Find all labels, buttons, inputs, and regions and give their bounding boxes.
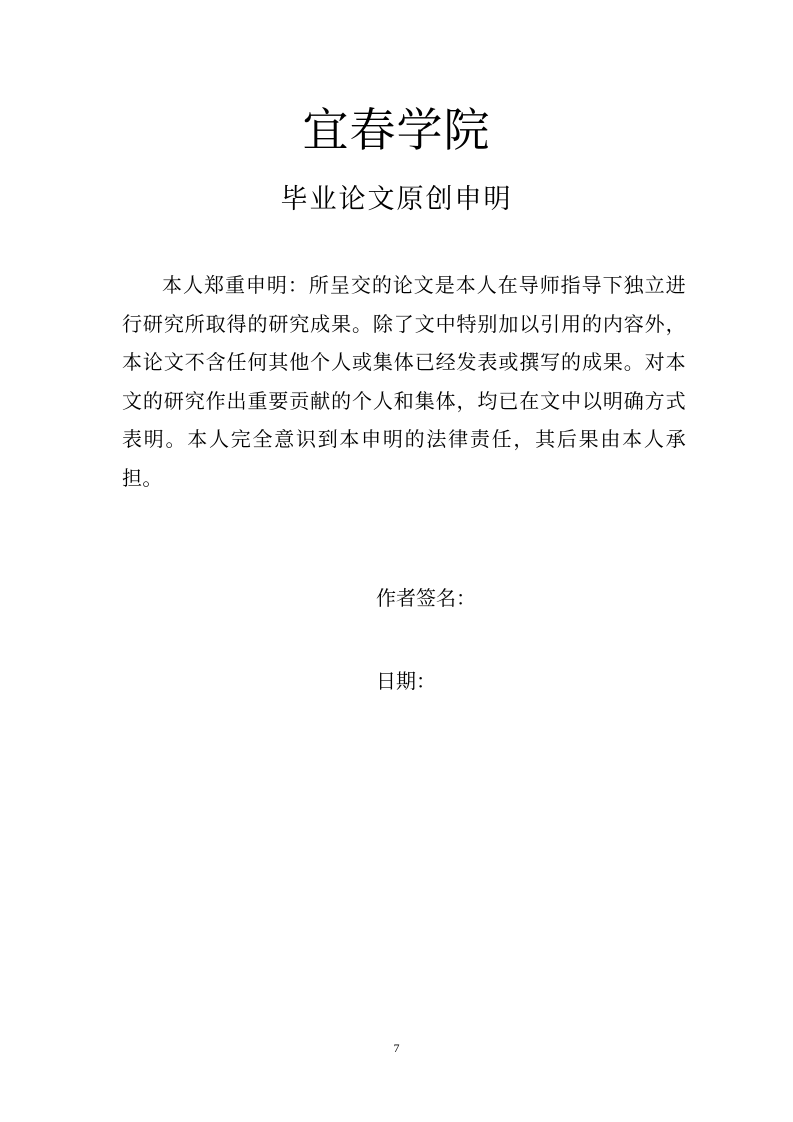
- document-title: 毕业论文原创申明: [280, 184, 513, 215]
- page-number: 7: [393, 1041, 400, 1055]
- institution-title: 宜春学院: [302, 103, 491, 157]
- date-label: 日期：: [376, 669, 436, 693]
- declaration-paragraph: 本人郑重申明：所呈交的论文是本人在导师指导下独立进行研究所取得的研究成果。除了文中特别加以引用的内容外，本论文不含任何其他个人或集体已经发表或撰写的成果。对本文的研究作出重要贡献的个人和集体，均已在文中以明确方式表明。本人完全意识到本申明的法律责任，其后果由本人承担。: [122, 273, 686, 490]
- author-signature-label: 作者签名：: [376, 586, 476, 610]
